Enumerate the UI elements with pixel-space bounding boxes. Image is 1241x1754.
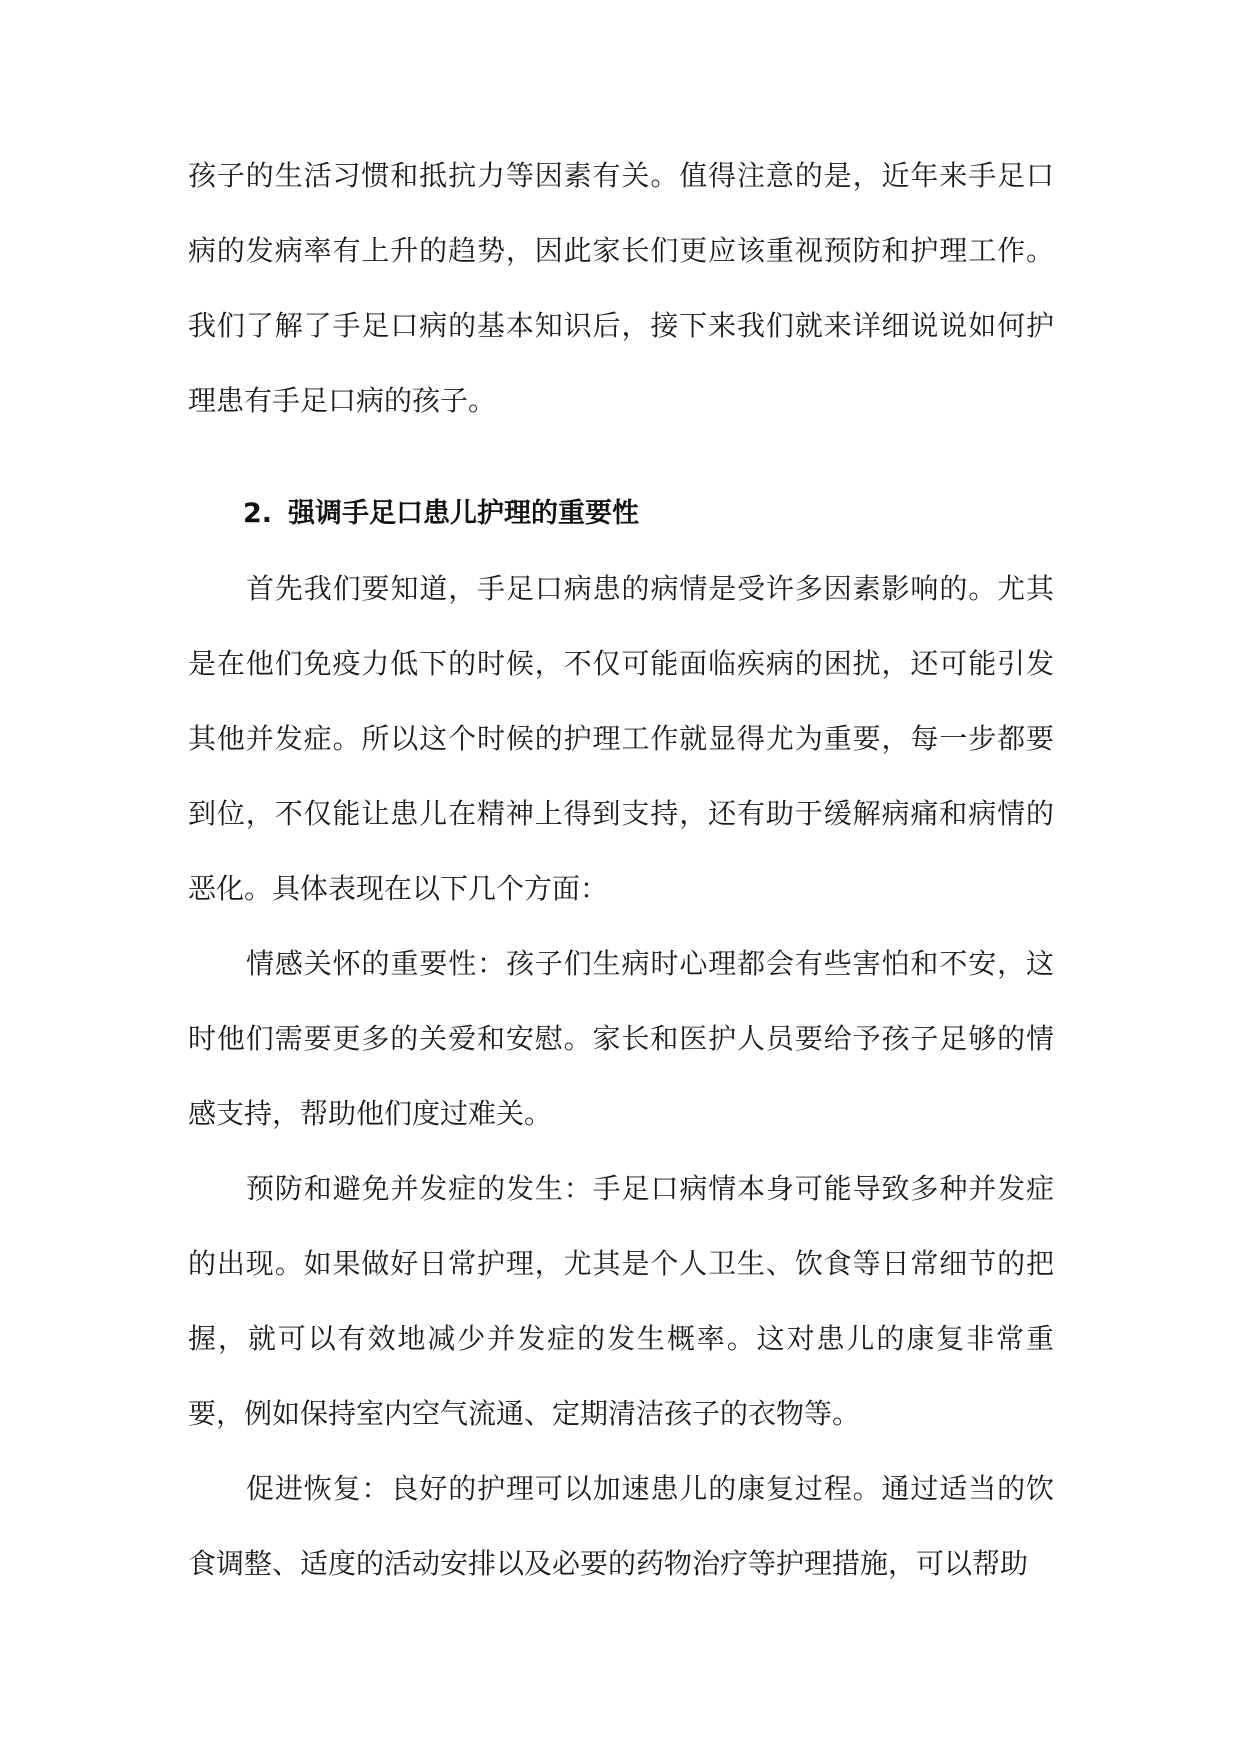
paragraph-prevent-complications: 预防和避免并发症的发生：手足口病情本身可能导致多种并发症的出现。如果做好日常护理，尤其是个人卫生、饮食等日常细节的把握，就可以有效地减少并发症的发生概率。这对患儿的康复非常重要，例如保持室内空气流通、定期清洁孩子的衣物等。 (188, 1172, 1054, 1430)
section-number: 2. (243, 498, 273, 529)
paragraph-intro: 首先我们要知道，手足口病患的病情是受许多因素影响的。尤其是在他们免疫力低下的时候，不仅可能面临疾病的困扰，还可能引发其他并发症。所以这个时候的护理工作就显得尤为重要，每一步都要到位，不仅能让患儿在精神上得到支持，还有助于缓解病痛和病情的恶化。具体表现在以下几个方面： (188, 572, 1054, 905)
document-body (188, 138, 1054, 1601)
paragraph-promote-recovery: 促进恢复：良好的护理可以加速患儿的康复过程。通过适当的饮食调整、适度的活动安排以及必要的药物治疗等护理措施，可以帮助 (188, 1472, 1054, 1580)
section-heading (188, 476, 1054, 551)
section-title: 强调手足口患儿护理的重要性 (288, 498, 640, 529)
paragraph-emotional-care: 情感关怀的重要性：孩子们生病时心理都会有些害怕和不安，这时他们需要更多的关爱和安慰。家长和医护人员要给予孩子足够的情感支持，帮助他们度过难关。 (188, 947, 1054, 1130)
paragraph-continuation: 孩子的生活习惯和抵抗力等因素有关。值得注意的是，近年来手足口病的发病率有上升的趋势，因此家长们更应该重视预防和护理工作。我们了解了手足口病的基本知识后，接下来我们就来详细说说如何护理患有手足口病的孩子。 (188, 159, 1054, 417)
